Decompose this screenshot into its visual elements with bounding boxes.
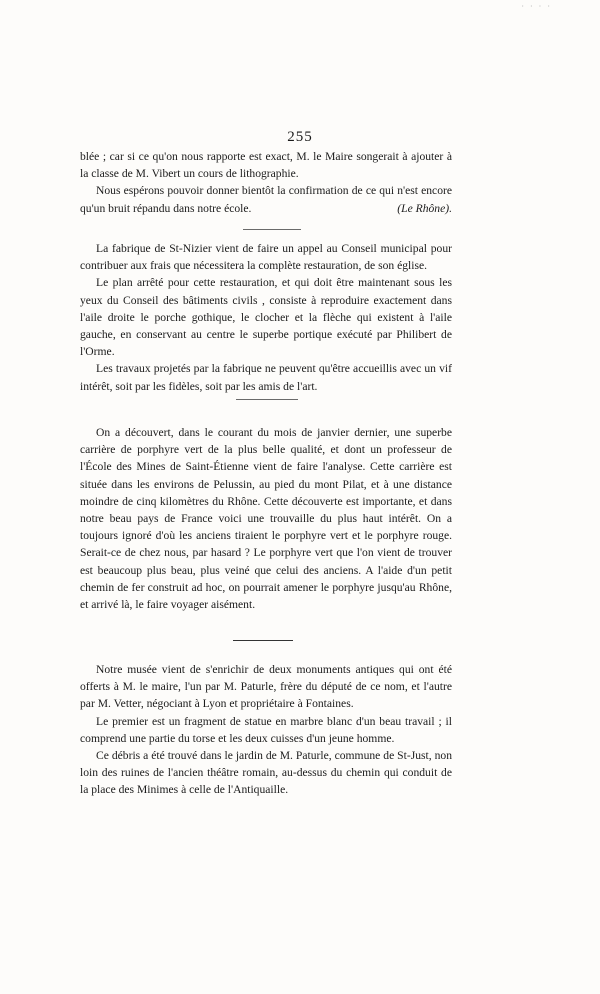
article-musee — [80, 661, 452, 799]
source-note: (Le Rhône). — [397, 201, 452, 215]
continuation-paragraph: blée ; car si ce qu'on nous rapporte est exact, M. le Maire songerait à ajouter à la classe de M. Vibert un cours de lithographie. — [80, 150, 452, 181]
article-st-nizier — [80, 240, 452, 395]
scan-corner-mark: · · · · — [521, 2, 552, 11]
article-3-paragraph-1: On a découvert, dans le courant du mois de janvier dernier, une superbe carrière de porphyre vert de la plus belle qualité, et dont un professeur de l'École des Mines de Saint-Étienne vient de faire l'analyse. Cette carrière est située dans les environs de Pelussin, au pied du mont Pilat, et à une distance moindre de cinq kilomètres du Rhône. Cette découverte est importante, et dans notre beau pays de France voici une trouvaille du plus haut intérêt. On a toujours ignoré d'où les anciens tiraient le porphyre vert et le porphyre rouge. Serait-ce de chez nous, par hasard ? Le porphyre vert que l'on vient de trouver est beaucoup plus beau, plus veiné que celui des anciens. A l'aide d'un petit chemin de fer construit ad hoc, on pourrait amener le porphyre jusqu'au Rhône, et arrivé là, le faire voyager aisément. — [80, 426, 452, 612]
article-4-paragraph-3: Ce débris a été trouvé dans le jardin de M. Paturle, commune de St-Just, non loin des ruines de l'ancien théâtre romain, au-dessus du chemin qui conduit de la place des Minimes à celle de l'Antiquaille. — [80, 749, 452, 797]
article-4-paragraph-1: Notre musée vient de s'enrichir de deux monuments antiques qui ont été offerts à M. le maire, l'un par M. Paturle, frère du député de ce nom, et l'autre par M. Vetter, négociant à Lyon et propriétaire à Fontaines. — [80, 663, 452, 711]
article-continuation — [80, 148, 452, 217]
article-2-paragraph-1: La fabrique de St-Nizier vient de faire un appel au Conseil municipal pour contribuer aux frais que nécessitera la complète restauration, de son église. — [80, 242, 452, 273]
page-number: 255 — [287, 129, 313, 145]
section-separator — [233, 640, 293, 641]
section-separator — [236, 399, 298, 400]
article-2-paragraph-3: Les travaux projetés par la fabrique ne peuvent qu'être accueillis avec un vif intérêt, soit par les fidèles, soit par les amis de l'art. — [80, 362, 452, 393]
article-4-paragraph-2: Le premier est un fragment de statue en marbre blanc d'un beau travail ; il comprend une partie du torse et les deux cuisses d'un jeune homme. — [80, 714, 452, 745]
article-1-paragraph-2 — [80, 182, 452, 216]
article-1-paragraph-2-text: Nous espérons pouvoir donner bientôt la confirmation de ce qui n'est encore qu'un bruit répandu dans notre école. — [80, 184, 452, 215]
article-porphyre — [80, 424, 452, 613]
section-separator — [243, 229, 301, 230]
article-2-paragraph-2: Le plan arrêté pour cette restauration, et qui doit être maintenant sous les yeux du Conseil des bâtiments civils , consiste à reproduire exactement dans l'aile droite le porche gothique, le clocher et la flèche qui existent à l'aile gauche, en conservant au centre le superbe portique exécuté par Philibert de l'Orme. — [80, 276, 452, 359]
